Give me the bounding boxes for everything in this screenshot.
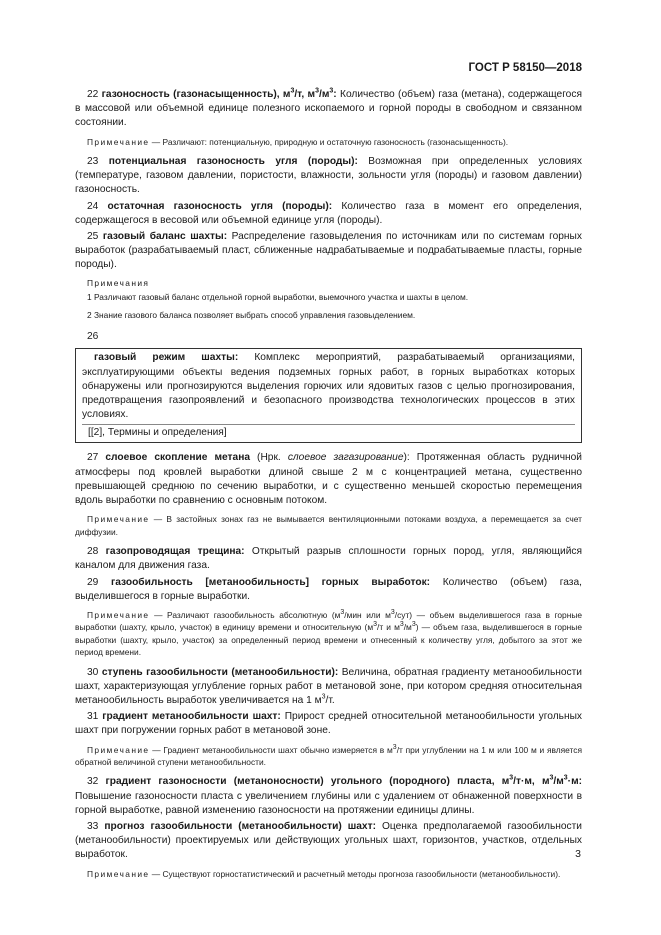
term-22-title: газоносность (газонасыщенность), $м^3/т$, $м^3/м^3$: xyxy=(101,87,337,100)
term-32-title: градиент газоносности (метаноносности) угольного (породного) пласта, $м^3/т\cdot м$, $м^3/м^3\cdot м$: xyxy=(105,774,582,788)
term-23: 23 потенциальная газоносность угля (породы): Возможная при определенных условиях (температуре, газовом давлении, пористости, влажности, зольности угля (породы) и газовом давлении) газоносность. xyxy=(75,156,582,196)
term-30: 30 ступень газообильности (метанообильности): Величина, обратная градиенту метанообильности шахт, характеризующая углубление горных работ в метановой зоне, при котором средняя относительная метанообильность выработок увеличивается на 1 $м^3/т$. xyxy=(75,666,582,706)
term-30-title: ступень газообильности (метанообильности): xyxy=(101,666,339,678)
standard-header: ГОСТ Р 58150—2018 xyxy=(468,62,582,74)
term-26 xyxy=(82,351,575,422)
page-number: 3 xyxy=(575,848,581,860)
term-26-number: 26 xyxy=(87,331,99,343)
term-31-definition: Прирост средней относительной метанообильности угольных шахт при погружении горных работ в метановой зоне. xyxy=(75,711,582,737)
note-31: Примечание — Градиент метанообильности шахт обычно измеряется в $м^3/т$ при углублении на 1 м или 100 м и является обратной величиной ступени метанообильности. xyxy=(75,743,582,767)
term-31: 31 градиент метанообильности шахт: Прирост средней относительной метанообильности угольных шахт при погружении горных работ в метановой зоне. xyxy=(75,711,582,737)
term-33-title: прогноз газообильности (метанообильности) шахт: xyxy=(104,820,376,832)
term-25-definition: Распределение газовыделения по источникам или по системам горных выработок (разрабатываемый пласт, сближенные надрабатываемые и подрабатываемые пласты, горные породы). xyxy=(75,231,582,271)
term-33: 33 прогноз газообильности (метанообильности) шахт: Оценка предполагаемой газообильности (метанообильности) проектируемых или действующих угольных шахт, горизонтов, участков, отдельных выработок. xyxy=(75,820,583,861)
note-25-1: 1 Различают газовый баланс отдельной горной выработки, выемочного участка и шахты в целом. xyxy=(87,291,469,302)
note-22: Примечание — Различают: потенциальную, природную и остаточную газоносность (газонасыщенность). xyxy=(87,136,509,147)
term-28-title: газопроводящая трещина: xyxy=(105,546,245,558)
term-28-definition: Открытый разрыв сплошности горных пород, угля, являющийся каналом для движения газа. xyxy=(75,546,582,572)
note-33: Примечание — Существуют горностатистический и расчетный методы прогноза газообильности (метанообильности). xyxy=(87,868,561,879)
term-29-title: газообильность [метанообильность] горных выработок: xyxy=(111,576,431,588)
term-27-deprecated: слоевое загазирование xyxy=(287,452,404,464)
term-24-definition: Количество газа в момент его определения, содержащегося в весовой или объемной единице угля (породы). xyxy=(75,200,582,226)
term-26-title: газовый режим шахты: xyxy=(94,352,239,364)
term-28: 28 газопроводящая трещина: Открытый разрыв сплошности горных пород, угля, являющийся каналом для движения газа. xyxy=(75,546,582,572)
term-26-definition: Комплекс мероприятий, разрабатываемый организациями, эксплуатирующими объекты ведения подземных горных работ, в горных выработках которых обнаружены или прогнозируются выделения горючих или ядовитых газов с целью прогнозирования, предотвращения газопроявлений и безопасного производства технологических процессов в этих условиях. xyxy=(82,352,575,421)
note-27: Примечание — В застойных зонах газ не вымывается вентиляционными потоками воздуха, а перемещается за счет диффузии. xyxy=(75,514,582,537)
term-29-definition: Количество (объем) газа, выделившегося в горные выработки. xyxy=(75,576,582,602)
terms-content xyxy=(75,88,582,887)
term-32: 32 градиент газоносности (метаноносности) угольного (породного) пласта, $м^3/т\cdot м$, $м^3/м^3\cdot м$: Повышение газоносности пласта с увеличением глубины или с удалением от обнаженной поверхности в горной выработке, равной изменению газоносности на протяжении единицы длины. xyxy=(75,774,582,816)
note-29: Примечание — Различают газообильность абсолютную ($м^3$/мин или $м^3/сут$) — объем выделившегося газа в горные выработки (шахту, крыло, участок) в единицу времени и относительную ($м^3/т$ и $м^3/м^3$) — объем газа, выделившегося в горные выработки (шахту, крыло, участок) за определенный период времени и отнесенный к количеству угля, добытого за этот же период времени. xyxy=(75,609,583,658)
term-27-definition: Протяженная область рудничной атмосферы под кровлей выработки длиной свыше 2 м с концентрацией метана, существенно превышающей среднюю по сечению выработки, и с существенно меньшей скоростью перемещения вдоль выработки по сравнению с основным потоком. xyxy=(75,452,582,507)
term-23-title: потенциальная газоносность угля (породы): xyxy=(108,156,358,168)
term-25-title: газовый баланс шахты: xyxy=(102,231,228,243)
term-32-definition: Повышение газоносности пласта с увеличением глубины или с удалением от обнаженной поверхности в горной выработке, равной изменению газоносности на протяжении единицы длины. xyxy=(75,790,582,816)
term-22: 22 газоносность (газонасыщенность), $м^3/т$, $м^3/м^3$: Количество (объем) газа (метана), содержащегося в массовой или объемной единице полезного ископаемого и горной породы в свободном и связанном состоянии. xyxy=(75,87,582,129)
term-25: 25 газовый баланс шахты: Распределение газовыделения по источникам или по системам горных выработок (разрабатываемый пласт, сближенные надрабатываемые и подрабатываемые пласты, горные породы). xyxy=(75,231,582,271)
term-23-definition: Возможная при определенных условиях (температуре, газовом давлении, пористости, влажности, зольности угля (породы) и газовом давлении) газоносность. xyxy=(75,156,582,196)
term-22-definition: Количество (объем) газа (метана), содержащегося в массовой или объемной единице полезного ископаемого и горной породы в свободном и связанном состоянии. xyxy=(75,89,582,129)
notes-heading-25: Примечания xyxy=(87,277,150,288)
term-24: 24 остаточная газоносность угля (породы): Количество газа в момент его определения, содержащегося в весовой или объемной единице угля (породы). xyxy=(75,200,582,226)
term-24-title: остаточная газоносность угля (породы): xyxy=(107,200,333,212)
term-30-definition: Величина, обратная градиенту метанообильности шахт, характеризующая углубление горных работ в метановой зоне, при котором средняя относительная метанообильность выработок увеличивается на 1 $м^3/т$. xyxy=(75,666,582,706)
term-31-title: градиент метанообильности шахт: xyxy=(102,711,281,723)
note-25-2: 2 Знание газового баланса позволяет выбрать способ управления газовыделением. xyxy=(87,310,416,321)
term-26-source: [[2], Термины и определения] xyxy=(82,424,575,440)
term-27-title: слоевое скопление метана xyxy=(105,452,251,464)
term-33-definition: Оценка предполагаемой газообильности (метанообильности) проектируемых или действующих угольных шахт, горизонтов, участков, отдельных выработок. xyxy=(75,820,583,861)
term-26-box xyxy=(75,348,582,443)
term-27: 27 слоевое скопление метана (Нрк. слоевое загазирование): Протяженная область рудничной атмосферы под кровлей выработки длиной свыше 2 м с концентрацией метана, существенно превышающей среднюю по сечению выработки, и с существенно меньшей скоростью перемещения вдоль выработки по сравнению с основным потоком. xyxy=(75,452,582,507)
term-29: 29 газообильность [метанообильность] горных выработок: Количество (объем) газа, выделившегося в горные выработки. xyxy=(75,576,582,602)
